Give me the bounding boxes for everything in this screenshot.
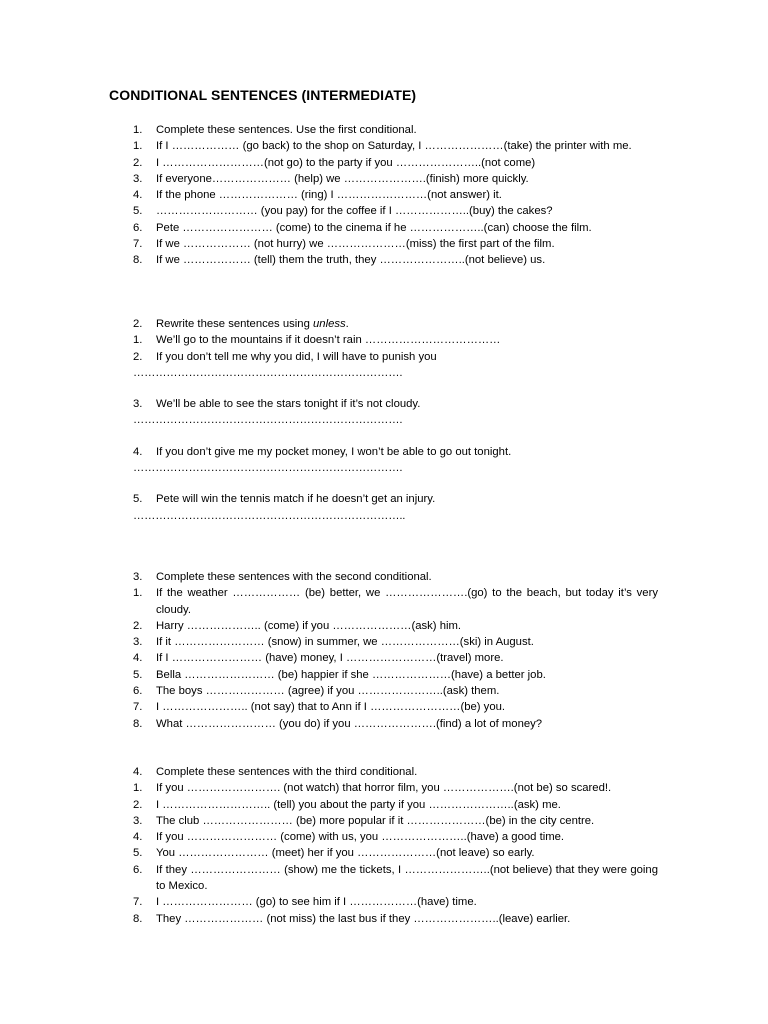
item-text: If you don’t tell me why you did, I will have to punish you — [156, 350, 437, 363]
list-item — [0, 699, 768, 715]
item-number: 7. — [133, 238, 143, 251]
answer-line[interactable]: ………………………………………………………………. — [133, 462, 403, 475]
list-item — [0, 171, 768, 187]
item-number: 2. — [133, 798, 143, 811]
item-text: We’ll be able to see the stars tonight if it’s not cloudy. — [156, 398, 421, 411]
item-number: 4. — [133, 189, 143, 202]
item-text: Harry ……………….. (come) if you …………………(ask) him. — [156, 619, 462, 632]
item-text: If you ……………………. (not watch) that horror film, you ……………….(not be) so scared!. — [156, 782, 612, 795]
item-number: 3. — [133, 172, 143, 185]
item-text: You …………………… (meet) her if you …………………(not leave) so early. — [156, 847, 535, 860]
item-text: If you …………………… (come) with us, you …………………..(have) a good time. — [156, 831, 565, 844]
item-text: The club …………………… (be) more popular if it …………………(be) in the city centre. — [156, 814, 595, 827]
item-text: I ……………………….. (tell) you about the party if you …………………..(ask) me. — [156, 798, 561, 811]
item-text: If everyone………………… (help) we ………………….(finish) more quickly. — [156, 172, 529, 185]
list-item — [0, 349, 768, 365]
list-item — [0, 634, 768, 650]
item-number: 7. — [133, 701, 143, 714]
item-text: If the phone ………………… (ring) I ……………………(not answer) it. — [156, 189, 502, 202]
list-item — [0, 220, 768, 236]
list-item — [0, 716, 768, 732]
answer-line[interactable]: ………………………………………………………………. — [133, 414, 403, 427]
list-item — [0, 332, 768, 348]
item-number: 5. — [133, 847, 143, 860]
list-item — [0, 236, 768, 252]
item-text: What …………………… (you do) if you ………………….(find) a lot of money? — [156, 717, 543, 730]
item-number: 3. — [133, 636, 143, 649]
exercise-1 — [0, 122, 768, 269]
list-item — [0, 203, 768, 219]
exercise-3-items — [0, 585, 768, 732]
instruction-text — [156, 316, 658, 332]
item-text: If we ……………… (tell) them the truth, they …………………..(not believe) us. — [156, 254, 546, 267]
exercise-4-items — [0, 780, 768, 927]
item-number: 5. — [133, 493, 143, 506]
list-item — [0, 155, 768, 171]
exercise-1-instruction — [0, 122, 768, 138]
list-item — [0, 829, 768, 845]
exercise-number: 3. — [133, 571, 143, 583]
instruction-text-post: . — [345, 318, 349, 330]
list-item — [0, 444, 768, 460]
instruction-text: Complete these sentences with the third conditional. — [156, 766, 418, 778]
item-text: If they …………………… (show) me the tickets, I …………………..(not believe) that they were going to Mexico. — [156, 863, 658, 893]
item-text: If I …………………… (have) money, I ……………………(travel) more. — [156, 652, 504, 665]
item-number: 2. — [133, 350, 143, 363]
item-number: 6. — [133, 685, 143, 698]
item-number: 8. — [133, 254, 143, 267]
instruction-text: Complete these sentences with the second conditional. — [156, 571, 432, 583]
item-number: 4. — [133, 831, 143, 844]
instruction-text-pre: Rewrite these sentences using — [156, 318, 313, 330]
item-text: ……………………… (you pay) for the coffee if I ………………..(buy) the cakes? — [156, 205, 553, 218]
item-text: They ………………… (not miss) the last bus if they …………………..(leave) earlier. — [156, 912, 571, 925]
exercise-number: 4. — [133, 766, 143, 778]
item-number: 4. — [133, 652, 143, 665]
item-number: 1. — [133, 587, 143, 600]
list-item — [0, 585, 768, 618]
instruction-text: Complete these sentences. Use the first conditional. — [156, 124, 417, 136]
item-number: 6. — [133, 221, 143, 234]
list-item — [0, 780, 768, 796]
list-item — [0, 252, 768, 268]
item-text: If the weather ……………… (be) better, we ………………….(go) to the beach, but today it’s very cloudy. — [156, 587, 658, 616]
item-number: 1. — [133, 140, 143, 153]
list-item — [0, 683, 768, 699]
exercise-4 — [0, 764, 768, 927]
item-text: If we ……………… (not hurry) we …………………(miss) the first part of the film. — [156, 238, 555, 251]
item-number: 4. — [133, 445, 143, 458]
exercise-1-items — [0, 138, 768, 268]
exercise-2 — [0, 316, 768, 524]
item-number: 2. — [133, 156, 143, 169]
answer-line[interactable]: ………………………………………………………………. — [133, 366, 403, 379]
list-item — [0, 813, 768, 829]
item-text: Pete …………………… (come) to the cinema if he ………………..(can) choose the film. — [156, 221, 592, 234]
item-number: 3. — [133, 398, 143, 411]
item-text: If it …………………… (snow) in summer, we …………………(ski) in August. — [156, 636, 534, 649]
item-text: If you don’t give me my pocket money, I won’t be able to go out tonight. — [156, 445, 512, 458]
list-item — [0, 862, 768, 895]
exercise-3-instruction — [0, 569, 768, 585]
answer-line[interactable]: ……………………………………………………………….. — [133, 509, 406, 522]
item-text: I …………………… (go) to see him if I ………………(have) time. — [156, 896, 477, 909]
list-item — [0, 650, 768, 666]
list-item — [0, 491, 768, 507]
item-number: 6. — [133, 863, 143, 876]
list-item — [0, 894, 768, 910]
item-number: 8. — [133, 912, 143, 925]
exercise-2-instruction — [0, 316, 768, 332]
exercise-number: 1. — [133, 124, 143, 136]
item-number: 1. — [133, 334, 143, 347]
item-text: We’ll go to the mountains if it doesn’t rain ……………………………… — [156, 334, 501, 347]
item-number: 5. — [133, 205, 143, 218]
list-item — [0, 667, 768, 683]
exercise-number: 2. — [133, 318, 143, 330]
item-number: 3. — [133, 814, 143, 827]
item-text: If I ……………… (go back) to the shop on Saturday, I …………………(take) the printer with me. — [156, 140, 632, 153]
list-item — [0, 845, 768, 861]
list-item — [0, 618, 768, 634]
exercise-4-instruction — [0, 764, 768, 780]
item-number: 5. — [133, 668, 143, 681]
item-number: 8. — [133, 717, 143, 730]
list-item — [0, 396, 768, 412]
list-item — [0, 911, 768, 927]
list-item — [0, 797, 768, 813]
item-number: 7. — [133, 896, 143, 909]
item-text: Bella …………………… (be) happier if she …………………(have) a better job. — [156, 668, 546, 681]
item-text: I ………………………(not go) to the party if you …………………..(not come) — [156, 156, 536, 169]
item-number: 1. — [133, 782, 143, 795]
item-text: Pete will win the tennis match if he doesn’t get an injury. — [156, 493, 436, 506]
instruction-keyword: unless — [313, 318, 346, 330]
list-item — [0, 187, 768, 203]
item-number: 2. — [133, 619, 143, 632]
list-item — [0, 138, 768, 154]
exercise-3 — [0, 569, 768, 732]
page-title: CONDITIONAL SENTENCES (INTERMEDIATE) — [109, 87, 417, 103]
item-text: I ………………….. (not say) that to Ann if I ……………………(be) you. — [156, 701, 506, 714]
item-text: The boys ………………… (agree) if you …………………..(ask) them. — [156, 685, 500, 698]
